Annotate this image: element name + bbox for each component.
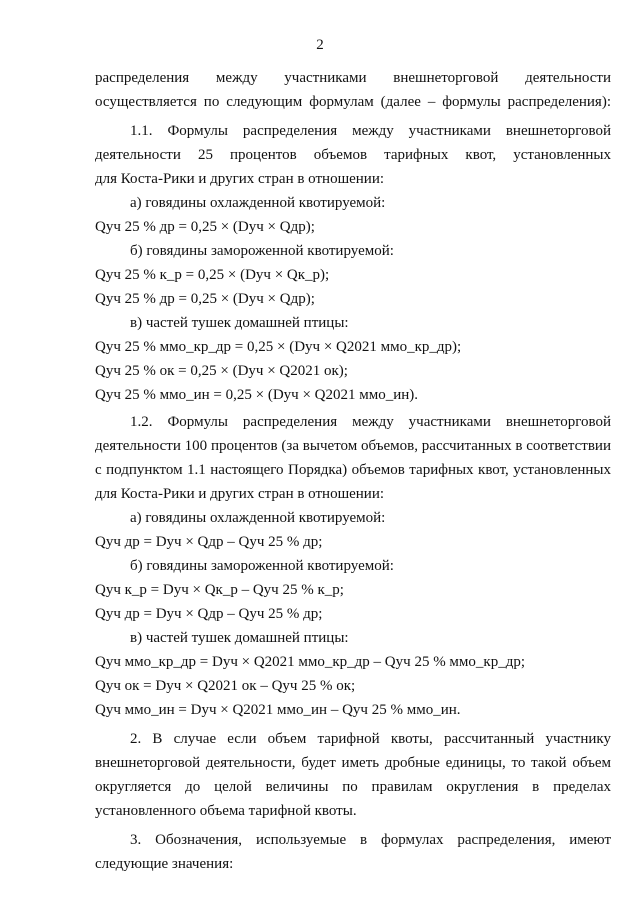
section-2-line: 2. В случае если объем тарифной квоты, рассчитанный участнику xyxy=(130,731,611,747)
subsection-1-2-line: деятельности 100 процентов (за вычетом объемов, рассчитанных в соответствии xyxy=(95,438,611,454)
subsection-1-2-line: для Коста-Рики и других стран в отношении: xyxy=(95,486,385,502)
paragraph-line: осуществляется по следующим формулам (далее – формулы распределения): xyxy=(95,94,611,110)
formula: Qуч ммо_ин = Dуч × Q2021 ммо_ин – Qуч 25 % ммо_ин. xyxy=(95,702,461,718)
section-3-line: 3. Обозначения, используемые в формулах распределения, имеют xyxy=(130,832,611,848)
formula: Qуч 25 % ммо_ин = 0,25 × (Dуч × Q2021 ммо_ин). xyxy=(95,387,419,403)
formula: Qуч ммо_кр_др = Dуч × Q2021 ммо_кр_др – Qуч 25 % ммо_кр_др; xyxy=(95,654,526,670)
formula: Qуч др = Dуч × Qдр – Qуч 25 % др; xyxy=(95,606,323,622)
item-heading: б) говядины замороженной квотируемой: xyxy=(130,558,394,574)
item-heading: а) говядины охлажденной квотируемой: xyxy=(130,195,386,211)
section-2-line: округляется до целой величины по правилам округления в пределах xyxy=(95,779,611,795)
formula: Qуч ок = Dуч × Q2021 ок – Qуч 25 % ок; xyxy=(95,678,356,694)
subsection-1-1-line: деятельности 25 процентов объемов тарифных квот, установленных xyxy=(95,147,611,163)
section-2-line: внешнеторговой деятельности, будет иметь дробные единицы, то такой объем xyxy=(95,755,611,771)
formula: Qуч к_р = Dуч × Qк_р – Qуч 25 % к_р; xyxy=(95,582,344,598)
item-heading: в) частей тушек домашней птицы: xyxy=(130,315,349,331)
formula: Qуч 25 % ммо_кр_др = 0,25 × (Dуч × Q2021 ммо_кр_др); xyxy=(95,339,462,355)
subsection-1-1-line: 1.1. Формулы распределения между участниками внешнеторговой xyxy=(130,123,611,139)
subsection-1-1-line: для Коста-Рики и других стран в отношении: xyxy=(95,171,385,187)
formula: Qуч др = Dуч × Qдр – Qуч 25 % др; xyxy=(95,534,323,550)
formula: Qуч 25 % др = 0,25 × (Dуч × Qдр); xyxy=(95,291,315,307)
item-heading: б) говядины замороженной квотируемой: xyxy=(130,243,394,259)
document-body xyxy=(95,66,611,876)
item-heading: в) частей тушек домашней птицы: xyxy=(130,630,349,646)
subsection-1-2-line: 1.2. Формулы распределения между участниками внешнеторговой xyxy=(130,414,611,430)
section-3-line: следующие значения: xyxy=(95,856,234,872)
formula: Qуч 25 % к_р = 0,25 × (Dуч × Qк_р); xyxy=(95,267,330,283)
subsection-1-2-line: с подпунктом 1.1 настоящего Порядка) объемов тарифных квот, установленных xyxy=(95,462,611,478)
page-number: 2 xyxy=(316,37,324,53)
formula: Qуч 25 % др = 0,25 × (Dуч × Qдр); xyxy=(95,219,315,235)
formula: Qуч 25 % ок = 0,25 × (Dуч × Q2021 ок); xyxy=(95,363,348,379)
section-2-line: установленного объема тарифной квоты. xyxy=(95,803,357,819)
paragraph-line: распределения между участниками внешнеторговой деятельности xyxy=(95,70,611,86)
item-heading: а) говядины охлажденной квотируемой: xyxy=(130,510,386,526)
